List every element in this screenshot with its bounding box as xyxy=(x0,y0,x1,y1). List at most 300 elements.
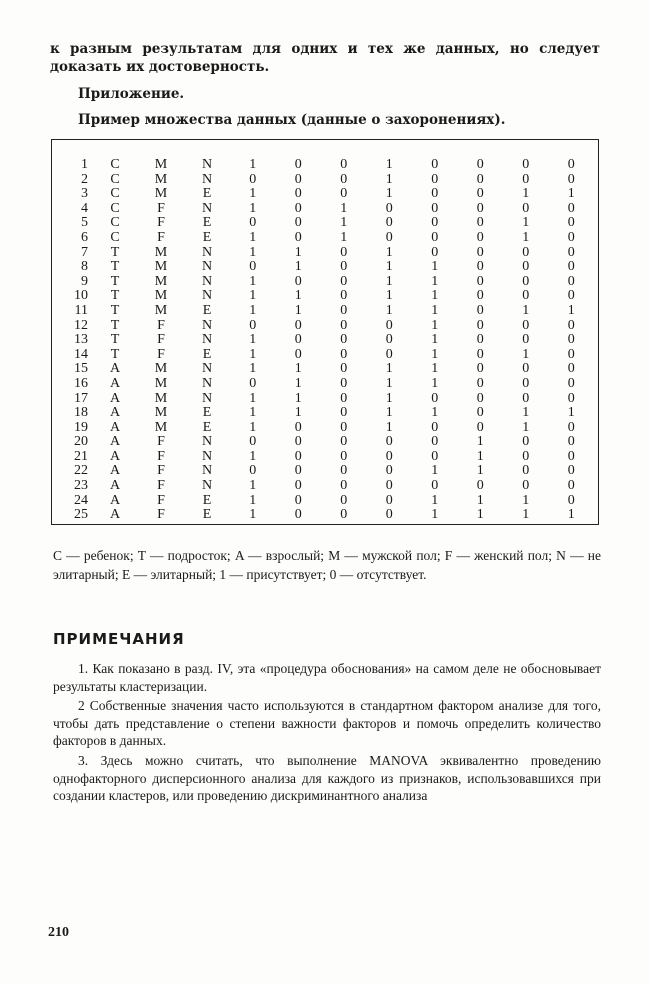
table-cell: 1 xyxy=(385,244,393,260)
table-cell: 0 xyxy=(431,434,439,450)
table-cell: F xyxy=(157,434,165,450)
table-cell: 0 xyxy=(431,215,439,231)
table-cell: 0 xyxy=(476,288,484,304)
table-cell: 0 xyxy=(294,317,302,333)
table-cell: 1 xyxy=(385,390,393,406)
table-cell: 0 xyxy=(431,478,439,494)
table-cell: 1 xyxy=(249,405,257,421)
table-cell: 0 xyxy=(522,375,530,391)
table-cell: 0 xyxy=(476,346,484,362)
table-cell: 0 xyxy=(431,229,439,245)
table-cell: 1 xyxy=(294,244,302,260)
table-cell: F xyxy=(157,448,165,464)
table-cell: 0 xyxy=(567,463,575,479)
table-cell: 0 xyxy=(294,200,302,216)
table-row xyxy=(64,348,594,363)
table-cell: 0 xyxy=(567,419,575,435)
note-2: 2 Собственные значения часто используются в стандартном фактором анализе для того, чтобы дать представление о степени важности факторов и помочь определить количество факторов в данных. xyxy=(53,698,601,748)
table-cell: F xyxy=(157,215,165,231)
table-cell: 1 xyxy=(431,273,439,289)
table-cell: E xyxy=(202,215,212,231)
table-cell: 0 xyxy=(340,361,348,377)
table-cell: 0 xyxy=(431,186,439,202)
table-cell: 0 xyxy=(522,434,530,450)
table-cell: M xyxy=(154,273,168,289)
table-cell: 19 xyxy=(74,419,88,435)
table-cell: 1 xyxy=(522,229,530,245)
table-cell: 0 xyxy=(567,375,575,391)
table-cell: 0 xyxy=(567,346,575,362)
table-cell: N xyxy=(201,259,213,275)
table-cell: A xyxy=(109,390,121,406)
table-cell: 1 xyxy=(385,375,393,391)
table-cell: C xyxy=(110,157,120,172)
table-cell: N xyxy=(201,157,213,172)
table-cell: 0 xyxy=(522,200,530,216)
table-cell: 0 xyxy=(476,171,484,187)
table-cell: 0 xyxy=(340,302,348,318)
table-cell: 21 xyxy=(74,448,88,464)
table-cell: M xyxy=(154,171,168,187)
table-cell: 0 xyxy=(340,390,348,406)
table-cell: 11 xyxy=(74,302,88,318)
table-cell: T xyxy=(110,273,120,289)
table-cell: M xyxy=(154,419,168,435)
table-cell: C xyxy=(110,229,120,245)
table-cell: 1 xyxy=(567,507,575,523)
table-cell: N xyxy=(201,478,213,494)
table-cell: 0 xyxy=(567,434,575,450)
table-cell: A xyxy=(109,419,121,435)
table-cell: F xyxy=(157,332,165,348)
table-cell: T xyxy=(110,302,120,318)
table-cell: 0 xyxy=(294,419,302,435)
notes-heading: ПРИМЕЧАНИЯ xyxy=(53,630,185,648)
table-cell: 1 xyxy=(567,302,575,318)
table-cell: 0 xyxy=(294,273,302,289)
appendix-title: Приложение. xyxy=(78,86,185,102)
table-cell: 0 xyxy=(476,405,484,421)
table-legend: C — ребенок; T — подросток; A — взрослый; M — мужской пол; F — женский пол; N — не элитарный; E — элитарный; 1 — присутствует; 0 — отсутствует. xyxy=(53,548,601,582)
table-cell: 1 xyxy=(249,419,257,435)
table-cell: 0 xyxy=(385,448,393,464)
note-3: 3. Здесь можно считать, что выполнение MANOVA эквивалентно проведению однофакторного дисперсионного анализа для каждого из признаков, использовавшихся при создании кластеров, или проведению дискриминантного анализа xyxy=(53,753,601,803)
table-cell: 1 xyxy=(385,405,393,421)
table-cell: A xyxy=(109,375,121,391)
table-cell: 0 xyxy=(385,215,393,231)
table-cell: 4 xyxy=(81,200,88,216)
table-row xyxy=(64,275,594,290)
table-cell: 1 xyxy=(340,200,348,216)
table-row xyxy=(64,187,594,202)
table-cell: E xyxy=(202,186,212,202)
table-cell: 1 xyxy=(431,317,439,333)
table-cell: 1 xyxy=(385,273,393,289)
table-cell: 12 xyxy=(74,317,88,333)
table-cell: A xyxy=(109,478,121,494)
table-cell: E xyxy=(202,229,212,245)
table-cell: 0 xyxy=(385,229,393,245)
table-row xyxy=(64,435,594,450)
table-cell: M xyxy=(154,390,168,406)
table-cell: A xyxy=(109,434,121,450)
table-row xyxy=(64,246,594,261)
table-cell: 0 xyxy=(567,273,575,289)
table-cell: 0 xyxy=(476,375,484,391)
table-cell: 1 xyxy=(294,390,302,406)
table-cell: 0 xyxy=(522,288,530,304)
table-cell: 1 xyxy=(249,478,257,494)
table-cell: F xyxy=(157,317,165,333)
table-cell: 9 xyxy=(81,273,88,289)
table-cell: 25 xyxy=(74,507,88,523)
table-row xyxy=(64,479,594,494)
table-cell: 0 xyxy=(385,478,393,494)
table-cell: 0 xyxy=(249,434,257,450)
table-cell: 0 xyxy=(294,229,302,245)
table-cell: 0 xyxy=(567,171,575,187)
table-cell: N xyxy=(201,463,213,479)
table-cell: 1 xyxy=(522,419,530,435)
table-cell: 0 xyxy=(567,390,575,406)
table-cell: 0 xyxy=(567,478,575,494)
table-cell: 1 xyxy=(476,448,484,464)
table-cell: 0 xyxy=(431,419,439,435)
table-cell: 0 xyxy=(476,229,484,245)
table-cell: 0 xyxy=(340,244,348,260)
table-cell: E xyxy=(202,405,212,421)
table-cell: 0 xyxy=(340,478,348,494)
table-cell: 20 xyxy=(74,434,88,450)
table-cell: 1 xyxy=(431,259,439,275)
table-cell: 1 xyxy=(249,302,257,318)
table-cell: 1 xyxy=(249,507,257,523)
table-cell: 0 xyxy=(522,157,530,172)
table-cell: 1 xyxy=(294,288,302,304)
table-cell: 1 xyxy=(431,405,439,421)
table-cell: M xyxy=(154,186,168,202)
table-cell: 22 xyxy=(74,463,88,479)
table-cell: 0 xyxy=(522,448,530,464)
table-cell: T xyxy=(110,244,120,260)
table-cell: M xyxy=(154,375,168,391)
table-cell: 0 xyxy=(431,390,439,406)
table-cell: 6 xyxy=(81,229,88,245)
table-row xyxy=(64,333,594,348)
table-cell: 1 xyxy=(385,361,393,377)
table-cell: 0 xyxy=(522,361,530,377)
table-cell: 1 xyxy=(385,302,393,318)
table-cell: 0 xyxy=(385,200,393,216)
table-cell: F xyxy=(157,229,165,245)
table-cell: N xyxy=(201,448,213,464)
table-cell: 0 xyxy=(522,171,530,187)
table-cell: 0 xyxy=(340,463,348,479)
table-row xyxy=(64,202,594,217)
table-cell: 0 xyxy=(340,375,348,391)
table-cell: 13 xyxy=(74,332,88,348)
table-cell: 1 xyxy=(294,302,302,318)
table-cell: 3 xyxy=(81,186,88,202)
table-cell: 1 xyxy=(249,186,257,202)
table-cell: 0 xyxy=(294,448,302,464)
table-cell: 1 xyxy=(476,492,484,508)
table-cell: F xyxy=(157,200,165,216)
table-cell: 1 xyxy=(385,419,393,435)
table-cell: 0 xyxy=(340,288,348,304)
table-cell: 1 xyxy=(431,346,439,362)
table-cell: M xyxy=(154,288,168,304)
table-row xyxy=(64,158,594,173)
table-cell: 0 xyxy=(476,390,484,406)
table-cell: C xyxy=(110,171,120,187)
table-cell: C xyxy=(110,186,120,202)
table-cell: 0 xyxy=(294,346,302,362)
table-cell: 1 xyxy=(431,361,439,377)
table-cell: 2 xyxy=(81,171,88,187)
table-cell: M xyxy=(154,302,168,318)
page-number: 210 xyxy=(48,925,69,940)
note-1: 1. Как показано в разд. IV, эта «процедура обоснования» на самом деле не обосновывает результаты кластеризации. xyxy=(53,661,601,694)
table-cell: 0 xyxy=(249,317,257,333)
table-cell: E xyxy=(202,492,212,508)
table-cell: 1 xyxy=(431,302,439,318)
table-cell: A xyxy=(109,361,121,377)
table-cell: 0 xyxy=(431,171,439,187)
table-cell: 1 xyxy=(431,288,439,304)
table-cell: E xyxy=(202,346,212,362)
table-cell: N xyxy=(201,171,213,187)
table-row xyxy=(64,173,594,188)
table-cell: 15 xyxy=(74,361,88,377)
table-cell: 0 xyxy=(476,157,484,172)
table-cell: 5 xyxy=(81,215,88,231)
table-cell: M xyxy=(154,259,168,275)
table-cell: 0 xyxy=(522,463,530,479)
table-cell: 1 xyxy=(567,405,575,421)
data-table-frame xyxy=(51,139,599,525)
table-cell: T xyxy=(110,259,120,275)
table-cell: 1 xyxy=(385,171,393,187)
table-cell: F xyxy=(157,507,165,523)
table-cell: N xyxy=(201,390,213,406)
table-row xyxy=(64,319,594,334)
table-cell: E xyxy=(202,419,212,435)
table-cell: 0 xyxy=(294,434,302,450)
table-cell: 0 xyxy=(340,405,348,421)
table-cell: 1 xyxy=(522,492,530,508)
table-cell: 1 xyxy=(567,186,575,202)
table-cell: M xyxy=(154,244,168,260)
table-row xyxy=(64,377,594,392)
table-cell: 1 xyxy=(249,346,257,362)
table-cell: 8 xyxy=(81,259,88,275)
table-cell: 0 xyxy=(294,507,302,523)
table-cell: F xyxy=(157,463,165,479)
table-cell: 10 xyxy=(74,288,88,304)
table-cell: 0 xyxy=(294,492,302,508)
table-row xyxy=(64,450,594,465)
table-cell: 23 xyxy=(74,478,88,494)
table-cell: 0 xyxy=(340,259,348,275)
table-row xyxy=(64,421,594,436)
table-cell: 1 xyxy=(385,288,393,304)
table-cell: 0 xyxy=(476,273,484,289)
table-cell: 0 xyxy=(567,259,575,275)
table-cell: 1 xyxy=(249,229,257,245)
table-cell: 0 xyxy=(567,317,575,333)
table-cell: C xyxy=(110,200,120,216)
table-cell: 0 xyxy=(249,463,257,479)
table-cell: 0 xyxy=(476,200,484,216)
table-cell: 0 xyxy=(340,157,348,172)
table-cell: 1 xyxy=(522,507,530,523)
table-cell: 0 xyxy=(431,200,439,216)
burial-data-table xyxy=(64,158,594,523)
table-cell: 0 xyxy=(567,332,575,348)
table-cell: 0 xyxy=(249,171,257,187)
table-cell: 1 xyxy=(476,507,484,523)
table-cell: 0 xyxy=(522,478,530,494)
table-cell: N xyxy=(201,288,213,304)
table-row xyxy=(64,392,594,407)
table-cell: 0 xyxy=(431,448,439,464)
table-caption: Пример множества данных (данные о захоронениях). xyxy=(78,112,506,128)
table-cell: 1 xyxy=(431,507,439,523)
table-cell: A xyxy=(109,492,121,508)
table-cell: F xyxy=(157,478,165,494)
table-cell: 1 xyxy=(385,259,393,275)
table-row xyxy=(64,494,594,509)
table-cell: 0 xyxy=(522,317,530,333)
table-cell: 0 xyxy=(340,434,348,450)
table-cell: 0 xyxy=(340,186,348,202)
table-cell: 0 xyxy=(340,346,348,362)
table-cell: 0 xyxy=(522,259,530,275)
table-cell: 0 xyxy=(340,273,348,289)
table-cell: 1 xyxy=(431,463,439,479)
table-cell: 18 xyxy=(74,405,88,421)
table-cell: 1 xyxy=(249,390,257,406)
table-cell: 0 xyxy=(567,244,575,260)
table-cell: 0 xyxy=(567,215,575,231)
table-cell: F xyxy=(157,346,165,362)
table-cell: 0 xyxy=(294,215,302,231)
table-cell: 0 xyxy=(476,317,484,333)
table-cell: M xyxy=(154,157,168,172)
table-cell: 1 xyxy=(294,375,302,391)
table-cell: N xyxy=(201,273,213,289)
table-row xyxy=(64,406,594,421)
table-cell: 0 xyxy=(476,215,484,231)
table-cell: 0 xyxy=(431,244,439,260)
table-cell: 0 xyxy=(385,507,393,523)
table-cell: 0 xyxy=(476,332,484,348)
table-cell: 0 xyxy=(294,478,302,494)
table-cell: 0 xyxy=(476,259,484,275)
table-cell: M xyxy=(154,405,168,421)
table-row xyxy=(64,231,594,246)
table-cell: 0 xyxy=(385,463,393,479)
table-cell: 0 xyxy=(385,317,393,333)
table-cell: 1 xyxy=(522,346,530,362)
table-cell: 1 xyxy=(249,288,257,304)
table-cell: 0 xyxy=(340,171,348,187)
table-cell: N xyxy=(201,244,213,260)
table-cell: 0 xyxy=(340,507,348,523)
table-cell: 1 xyxy=(385,186,393,202)
table-cell: 0 xyxy=(567,200,575,216)
table-cell: 0 xyxy=(522,390,530,406)
table-cell: 0 xyxy=(522,332,530,348)
table-cell: 7 xyxy=(81,244,88,260)
table-row xyxy=(64,304,594,319)
table-cell: N xyxy=(201,361,213,377)
table-cell: 0 xyxy=(294,171,302,187)
table-cell: A xyxy=(109,405,121,421)
table-cell: 0 xyxy=(476,186,484,202)
table-cell: 0 xyxy=(294,157,302,172)
table-cell: 1 xyxy=(431,332,439,348)
table-cell: 1 xyxy=(476,463,484,479)
table-cell: 0 xyxy=(476,302,484,318)
table-cell: 1 xyxy=(522,215,530,231)
table-cell: 1 xyxy=(522,405,530,421)
table-cell: N xyxy=(201,317,213,333)
table-cell: 1 xyxy=(249,492,257,508)
table-cell: 1 xyxy=(249,361,257,377)
table-cell: 0 xyxy=(476,478,484,494)
table-cell: 0 xyxy=(249,259,257,275)
table-cell: 1 xyxy=(476,434,484,450)
table-cell: 0 xyxy=(567,492,575,508)
table-cell: 0 xyxy=(294,332,302,348)
table-cell: N xyxy=(201,200,213,216)
table-cell: 1 xyxy=(340,229,348,245)
intro-paragraph: к разным результатам для одних и тех же данных, но следует доказать их достоверность. xyxy=(50,41,600,75)
table-cell: 1 xyxy=(522,302,530,318)
table-cell: T xyxy=(110,317,120,333)
table-cell: 0 xyxy=(294,186,302,202)
table-cell: 0 xyxy=(340,317,348,333)
table-cell: 0 xyxy=(567,229,575,245)
table-row xyxy=(64,216,594,231)
table-cell: 1 xyxy=(249,273,257,289)
table-cell: F xyxy=(157,492,165,508)
table-cell: N xyxy=(201,434,213,450)
table-cell: 17 xyxy=(74,390,88,406)
table-cell: 0 xyxy=(567,448,575,464)
table-cell: 0 xyxy=(522,244,530,260)
table-cell: 0 xyxy=(567,288,575,304)
table-cell: T xyxy=(110,332,120,348)
table-cell: 1 xyxy=(522,186,530,202)
table-row xyxy=(64,289,594,304)
table-cell: A xyxy=(109,463,121,479)
table-cell: 1 xyxy=(249,244,257,260)
table-cell: A xyxy=(109,448,121,464)
table-cell: 0 xyxy=(476,244,484,260)
table-cell: 1 xyxy=(431,492,439,508)
table-cell: 1 xyxy=(249,448,257,464)
table-cell: 1 xyxy=(385,157,393,172)
table-cell: 0 xyxy=(340,448,348,464)
table-row xyxy=(64,508,594,523)
table-cell: A xyxy=(109,507,121,523)
table-cell: 0 xyxy=(385,346,393,362)
table-cell: 1 xyxy=(81,157,88,172)
table-cell: 0 xyxy=(385,492,393,508)
